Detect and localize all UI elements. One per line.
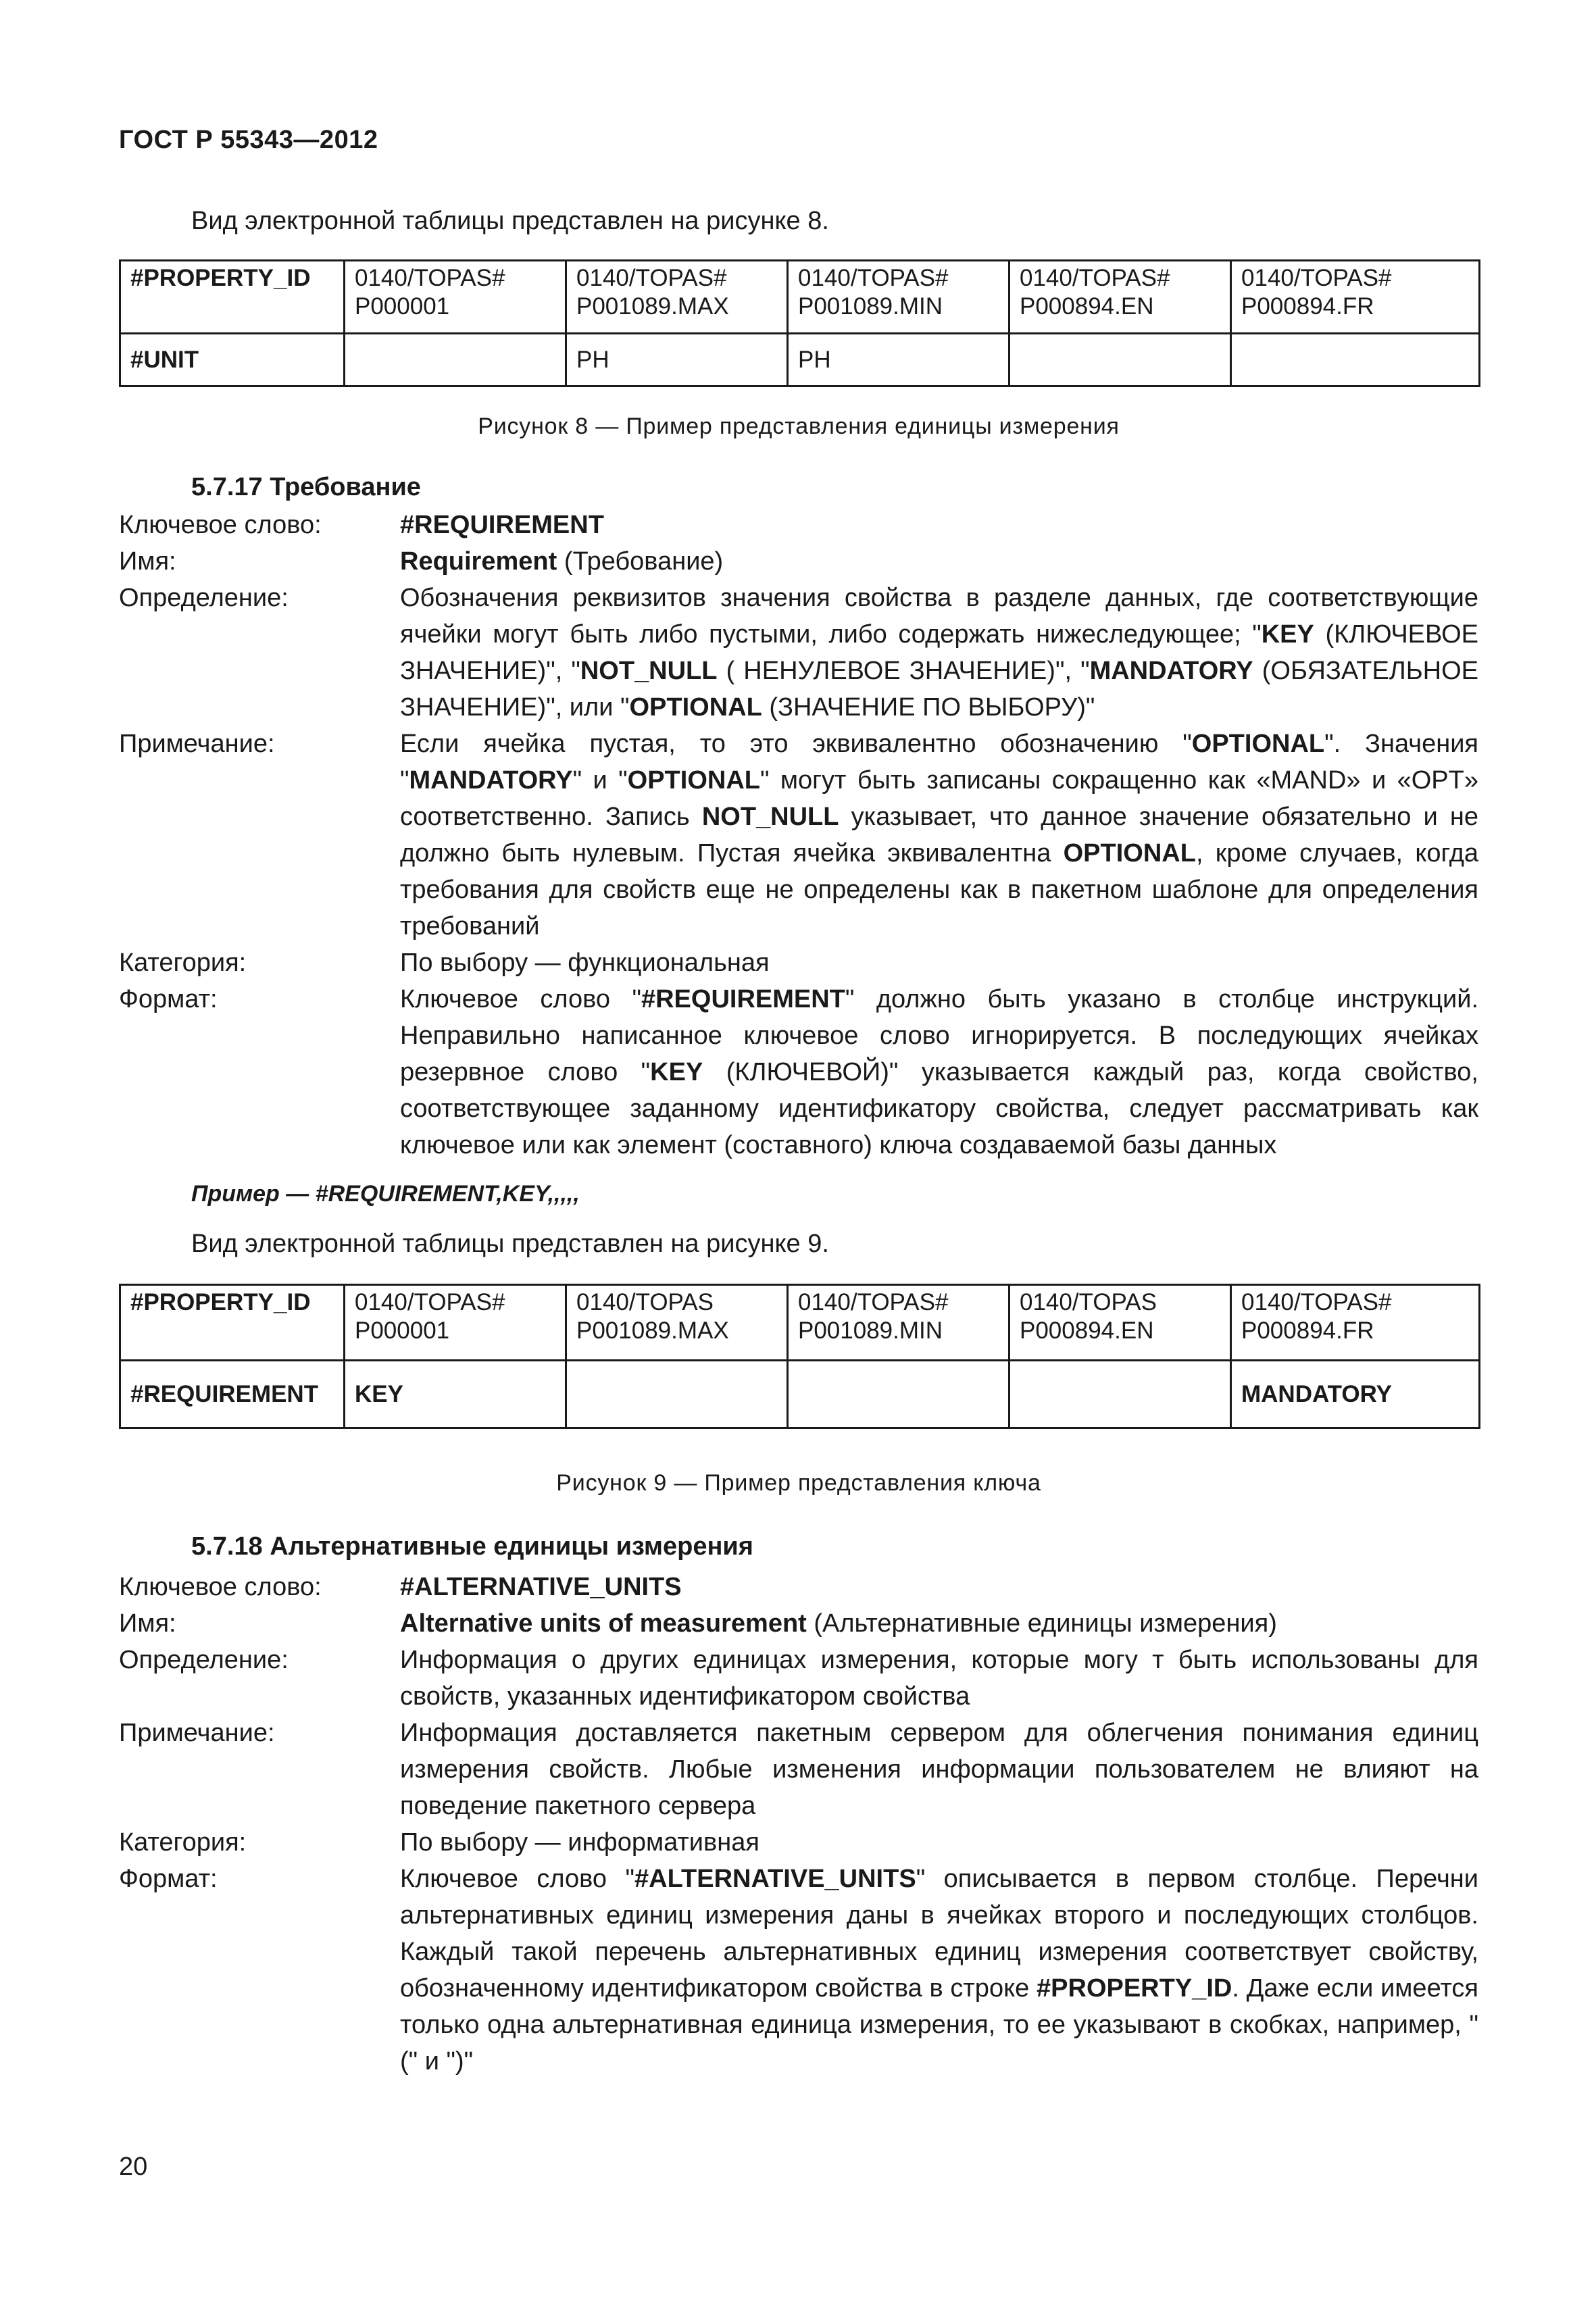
table-cell: PH	[566, 334, 788, 386]
bold-term: NOT_NULL	[580, 657, 718, 685]
table-cell: 0140/TOPAS# P001089.MIN	[788, 1285, 1009, 1361]
table-cell: 0140/TOPAS P001089.MAX	[566, 1285, 788, 1361]
field-value	[400, 1861, 1478, 2080]
table-row	[120, 261, 1480, 334]
bold-term: KEY	[1261, 620, 1314, 649]
text-run: (ЗНАЧЕНИЕ ПО ВЫБОРУ)"	[762, 693, 1095, 722]
field-name	[119, 543, 1478, 580]
figure-8-caption: Рисунок 8 — Пример представления единицы измерения	[478, 413, 1120, 439]
text-run: Обозначения реквизитов значения свойства в разделе данных, где соответствующие ячейки могут быть либо пустыми, либо содержать нижеследующее; "	[400, 584, 1478, 649]
example-line: Пример — #REQUIREMENT,KEY,,,,,	[191, 1181, 580, 1207]
field-label: Определение:	[119, 584, 289, 612]
text-run: " должно быть указано в столбце инструкций. Неправильно написанное ключевое слово игнорируется. В последующих ячейках резервное слово "	[400, 985, 1478, 1086]
table-cell: #PROPERTY_ID	[120, 261, 345, 334]
name-rest: (Требование)	[557, 547, 724, 576]
text-run: Ключевое слово "	[400, 985, 641, 1013]
table-cell	[566, 1361, 788, 1428]
field-category	[119, 1824, 1478, 1861]
text-run: ". Значения "	[400, 730, 1479, 795]
bold-term: OPTIONAL	[629, 693, 762, 722]
field-note	[119, 1715, 1478, 1824]
field-label: Формат:	[119, 1865, 218, 1893]
table-row	[120, 334, 1480, 386]
text-run: . Даже если имеется только одна альтернативная единица измерения, то ее указывают в скобках, например, "(" и ")"	[400, 1974, 1478, 2076]
table-cell: 0140/TOPAS# P000001	[345, 1285, 566, 1361]
text-run: указывает, что данное значение обязательно и не должно быть нулевым. Пустая ячейка эквивалентна	[400, 803, 1478, 867]
field-label: Определение:	[119, 1646, 289, 1674]
text-run: ( НЕНУЛЕВОЕ ЗНАЧЕНИЕ)", "	[717, 657, 1090, 685]
text-run: (ОБЯЗАТЕЛЬНОЕ ЗНАЧЕНИЕ)", или "	[400, 657, 1479, 722]
field-label: Примечание:	[119, 1719, 275, 1747]
table-cell	[1009, 334, 1231, 386]
field-value	[400, 726, 1478, 945]
field-label: Категория:	[119, 949, 247, 977]
bold-term: #ALTERNATIVE_UNITS	[634, 1865, 916, 1893]
table-cell: 0140/TOPAS# P000894.FR	[1231, 1285, 1480, 1361]
field-value: #ALTERNATIVE_UNITS	[400, 1573, 682, 1601]
field-definition	[119, 1642, 1478, 1715]
text-run: , кроме случаев, когда требования для свойств еще не определены как в пакетном шаблоне для определения требований	[400, 839, 1479, 940]
table-cell	[1231, 334, 1480, 386]
field-value: Информация доставляется пакетным сервером для облегчения понимания единиц измерения свойств. Любые изменения информации пользователем не влияют на поведение пакетного сервера	[400, 1719, 1478, 1820]
field-note	[119, 726, 1478, 945]
name-rest: (Альтернативные единицы измерения)	[806, 1609, 1277, 1638]
table-cell	[1009, 1361, 1231, 1428]
field-value: #REQUIREMENT	[400, 511, 604, 539]
name-bold: Alternative units of measurement	[400, 1609, 807, 1638]
document-header: ГОСТ Р 55343—2012	[119, 126, 378, 154]
field-value: По выбору — информативная	[400, 1828, 759, 1857]
table-cell: #PROPERTY_ID	[120, 1285, 345, 1361]
figure-9-caption: Рисунок 9 — Пример представления ключа	[556, 1470, 1041, 1496]
field-label: Ключевое слово:	[119, 1573, 322, 1601]
bold-term: #PROPERTY_ID	[1037, 1974, 1232, 2003]
table-cell: 0140/TOPAS# P000894.FR	[1231, 261, 1480, 334]
bold-term: MANDATORY	[409, 766, 573, 795]
table-cell: MANDATORY	[1231, 1361, 1480, 1428]
field-value: Информация о других единицах измерения, которые могу т быть использованы для свойств, указанных идентификатором свойства	[400, 1646, 1478, 1711]
bold-term: #REQUIREMENT	[641, 985, 845, 1013]
table-cell: 0140/TOPAS P000894.EN	[1009, 1285, 1231, 1361]
text-run: " и "	[572, 766, 628, 795]
field-value	[400, 981, 1478, 1163]
table-row	[120, 1361, 1480, 1428]
text-run: (КЛЮЧЕВОЕ ЗНАЧЕНИЕ)", "	[400, 620, 1478, 685]
field-format	[119, 1861, 1478, 2080]
intro-text-fig8: Вид электронной таблицы представлен на рисунке 8.	[191, 207, 829, 235]
text-run: " могут быть записаны сокращенно как «MAND» и «OPT» соответственно. Запись	[400, 766, 1478, 831]
table-cell: #REQUIREMENT	[120, 1361, 345, 1428]
field-label: Категория:	[119, 1828, 247, 1857]
table-cell: 0140/TOPAS# P000894.EN	[1009, 261, 1231, 334]
intro-text-fig9: Вид электронной таблицы представлен на рисунке 9.	[191, 1230, 829, 1258]
field-label: Формат:	[119, 985, 218, 1013]
text-run: " описывается в первом столбце. Перечни альтернативных единиц измерения даны в ячейках второго и последующих столбцов. Каждый такой перечень альтернативных единиц измерения соответствует свойству, обозначенному идентификатором свойства в строке	[400, 1865, 1478, 2003]
field-label: Имя:	[119, 547, 176, 576]
field-label: Примечание:	[119, 730, 275, 758]
field-value	[400, 580, 1478, 726]
figure-8-table	[119, 259, 1480, 387]
bold-term: MANDATORY	[1089, 657, 1253, 685]
field-value	[400, 543, 1478, 580]
table-cell	[788, 1361, 1009, 1428]
table-cell: 0140/TOPAS# P001089.MIN	[788, 261, 1009, 334]
field-value: По выбору — функциональная	[400, 949, 770, 977]
field-definition	[119, 580, 1478, 726]
section-title-alternative-units: 5.7.18 Альтернативные единицы измерения	[191, 1532, 753, 1561]
table-cell: 0140/TOPAS# P000001	[345, 261, 566, 334]
field-label: Ключевое слово:	[119, 511, 322, 539]
bold-term: KEY	[650, 1058, 703, 1086]
text-run: Если ячейка пустая, то это эквивалентно обозначению "	[400, 730, 1192, 758]
field-value	[400, 1605, 1478, 1642]
figure-9-table	[119, 1284, 1480, 1429]
table-cell: PH	[788, 334, 1009, 386]
section-title-requirement: 5.7.17 Требование	[191, 473, 421, 501]
field-keyword	[119, 507, 1478, 543]
table-cell	[345, 334, 566, 386]
bold-term: NOT_NULL	[701, 803, 839, 831]
field-format	[119, 981, 1478, 1163]
table-cell: 0140/TOPAS# P001089.MAX	[566, 261, 788, 334]
table-row	[120, 1285, 1480, 1361]
field-name	[119, 1605, 1478, 1642]
text-run: Ключевое слово "	[400, 1865, 635, 1893]
field-category	[119, 945, 1478, 981]
page-number: 20	[119, 2153, 148, 2181]
table-cell: KEY	[345, 1361, 566, 1428]
bold-term: OPTIONAL	[627, 766, 760, 795]
bold-term: OPTIONAL	[1063, 839, 1196, 867]
field-label: Имя:	[119, 1609, 176, 1638]
table-cell: #UNIT	[120, 334, 345, 386]
text-run: (КЛЮЧЕВОЙ)" указывается каждый раз, когда свойство, соответствующее заданному идентификатору свойства, следует рассматривать как ключевое или как элемент (составного) ключа создаваемой базы данных	[400, 1058, 1478, 1159]
bold-term: OPTIONAL	[1191, 730, 1325, 758]
name-bold: Requirement	[400, 547, 557, 576]
field-keyword	[119, 1569, 1478, 1605]
